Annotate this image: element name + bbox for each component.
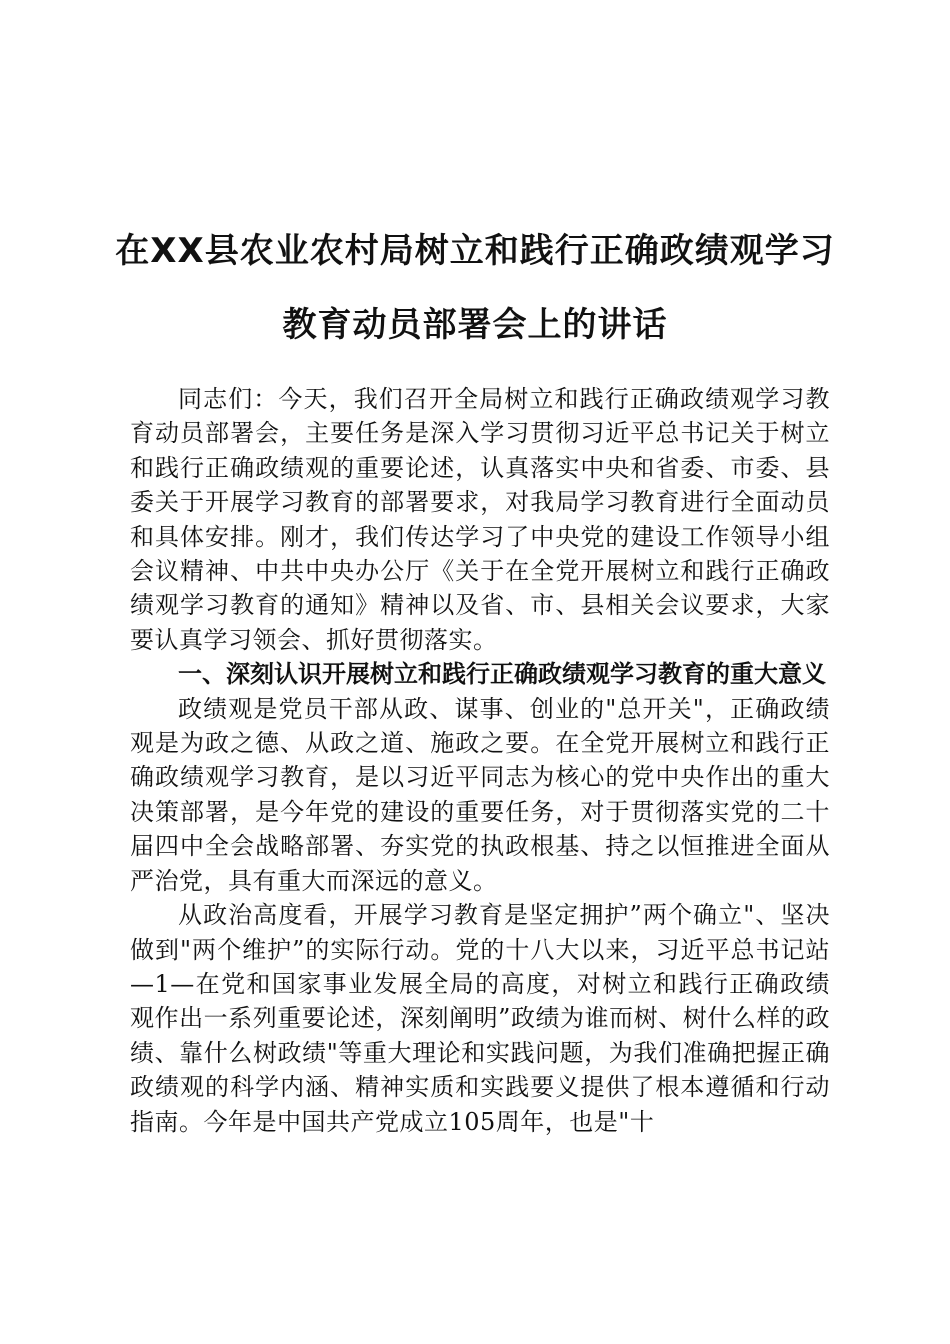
document-body	[130, 382, 830, 1139]
body-paragraph-1: 政绩观是党员干部从政、谋事、创业的"总开关"，正确政绩观是为政之德、从政之道、施政之要。在全党开展树立和践行正确政绩观学习教育，是以习近平同志为核心的党中央作出的重大决策部署，是今年党的建设的重要任务，对于贯彻落实党的二十届四中全会战略部署、夯实党的执政根基、持之以恒推进全面从严治党，具有重大而深远的意义。	[130, 694, 830, 895]
opening-paragraph: 同志们：今天，我们召开全局树立和践行正确政绩观学习教育动员部署会，主要任务是深入学习贯彻习近平总书记关于树立和践行正确政绩观的重要论述，认真落实中央和省委、市委、县委关于开展学习教育的部署要求，对我局学习教育进行全面动员和具体安排。刚才，我们传达学习了中央党的建设工作领导小组会议精神、中共中央办公厅《关于在全党开展树立和践行正确政绩观学习教育的通知》精神以及省、市、县相关会议要求，大家要认真学习领会、抓好贯彻落实。	[130, 385, 830, 654]
document-title: 在XX县农业农村局树立和践行正确政绩观学习教育动员部署会上的讲话	[115, 231, 835, 345]
body-paragraph-2: 从政治高度看，开展学习教育是坚定拥护”两个确立"、坚决做到"两个维护”的实际行动。党的十八大以来，习近平总书记站—1—在党和国家事业发展全局的高度，对树立和践行正确政绩观作出一系列重要论述，深刻阐明”政绩为谁而树、树什么样的政绩、靠什么树政绩"等重大理论和实践问题，为我们准确把握正确政绩观的科学内涵、精神实质和实践要义提供了根本遵循和行动指南。今年是中国共产党成立105周年，也是"十	[130, 901, 830, 1136]
section-heading-1: 一、深刻认识开展树立和践行正确政绩观学习教育的重大意义	[178, 660, 826, 689]
